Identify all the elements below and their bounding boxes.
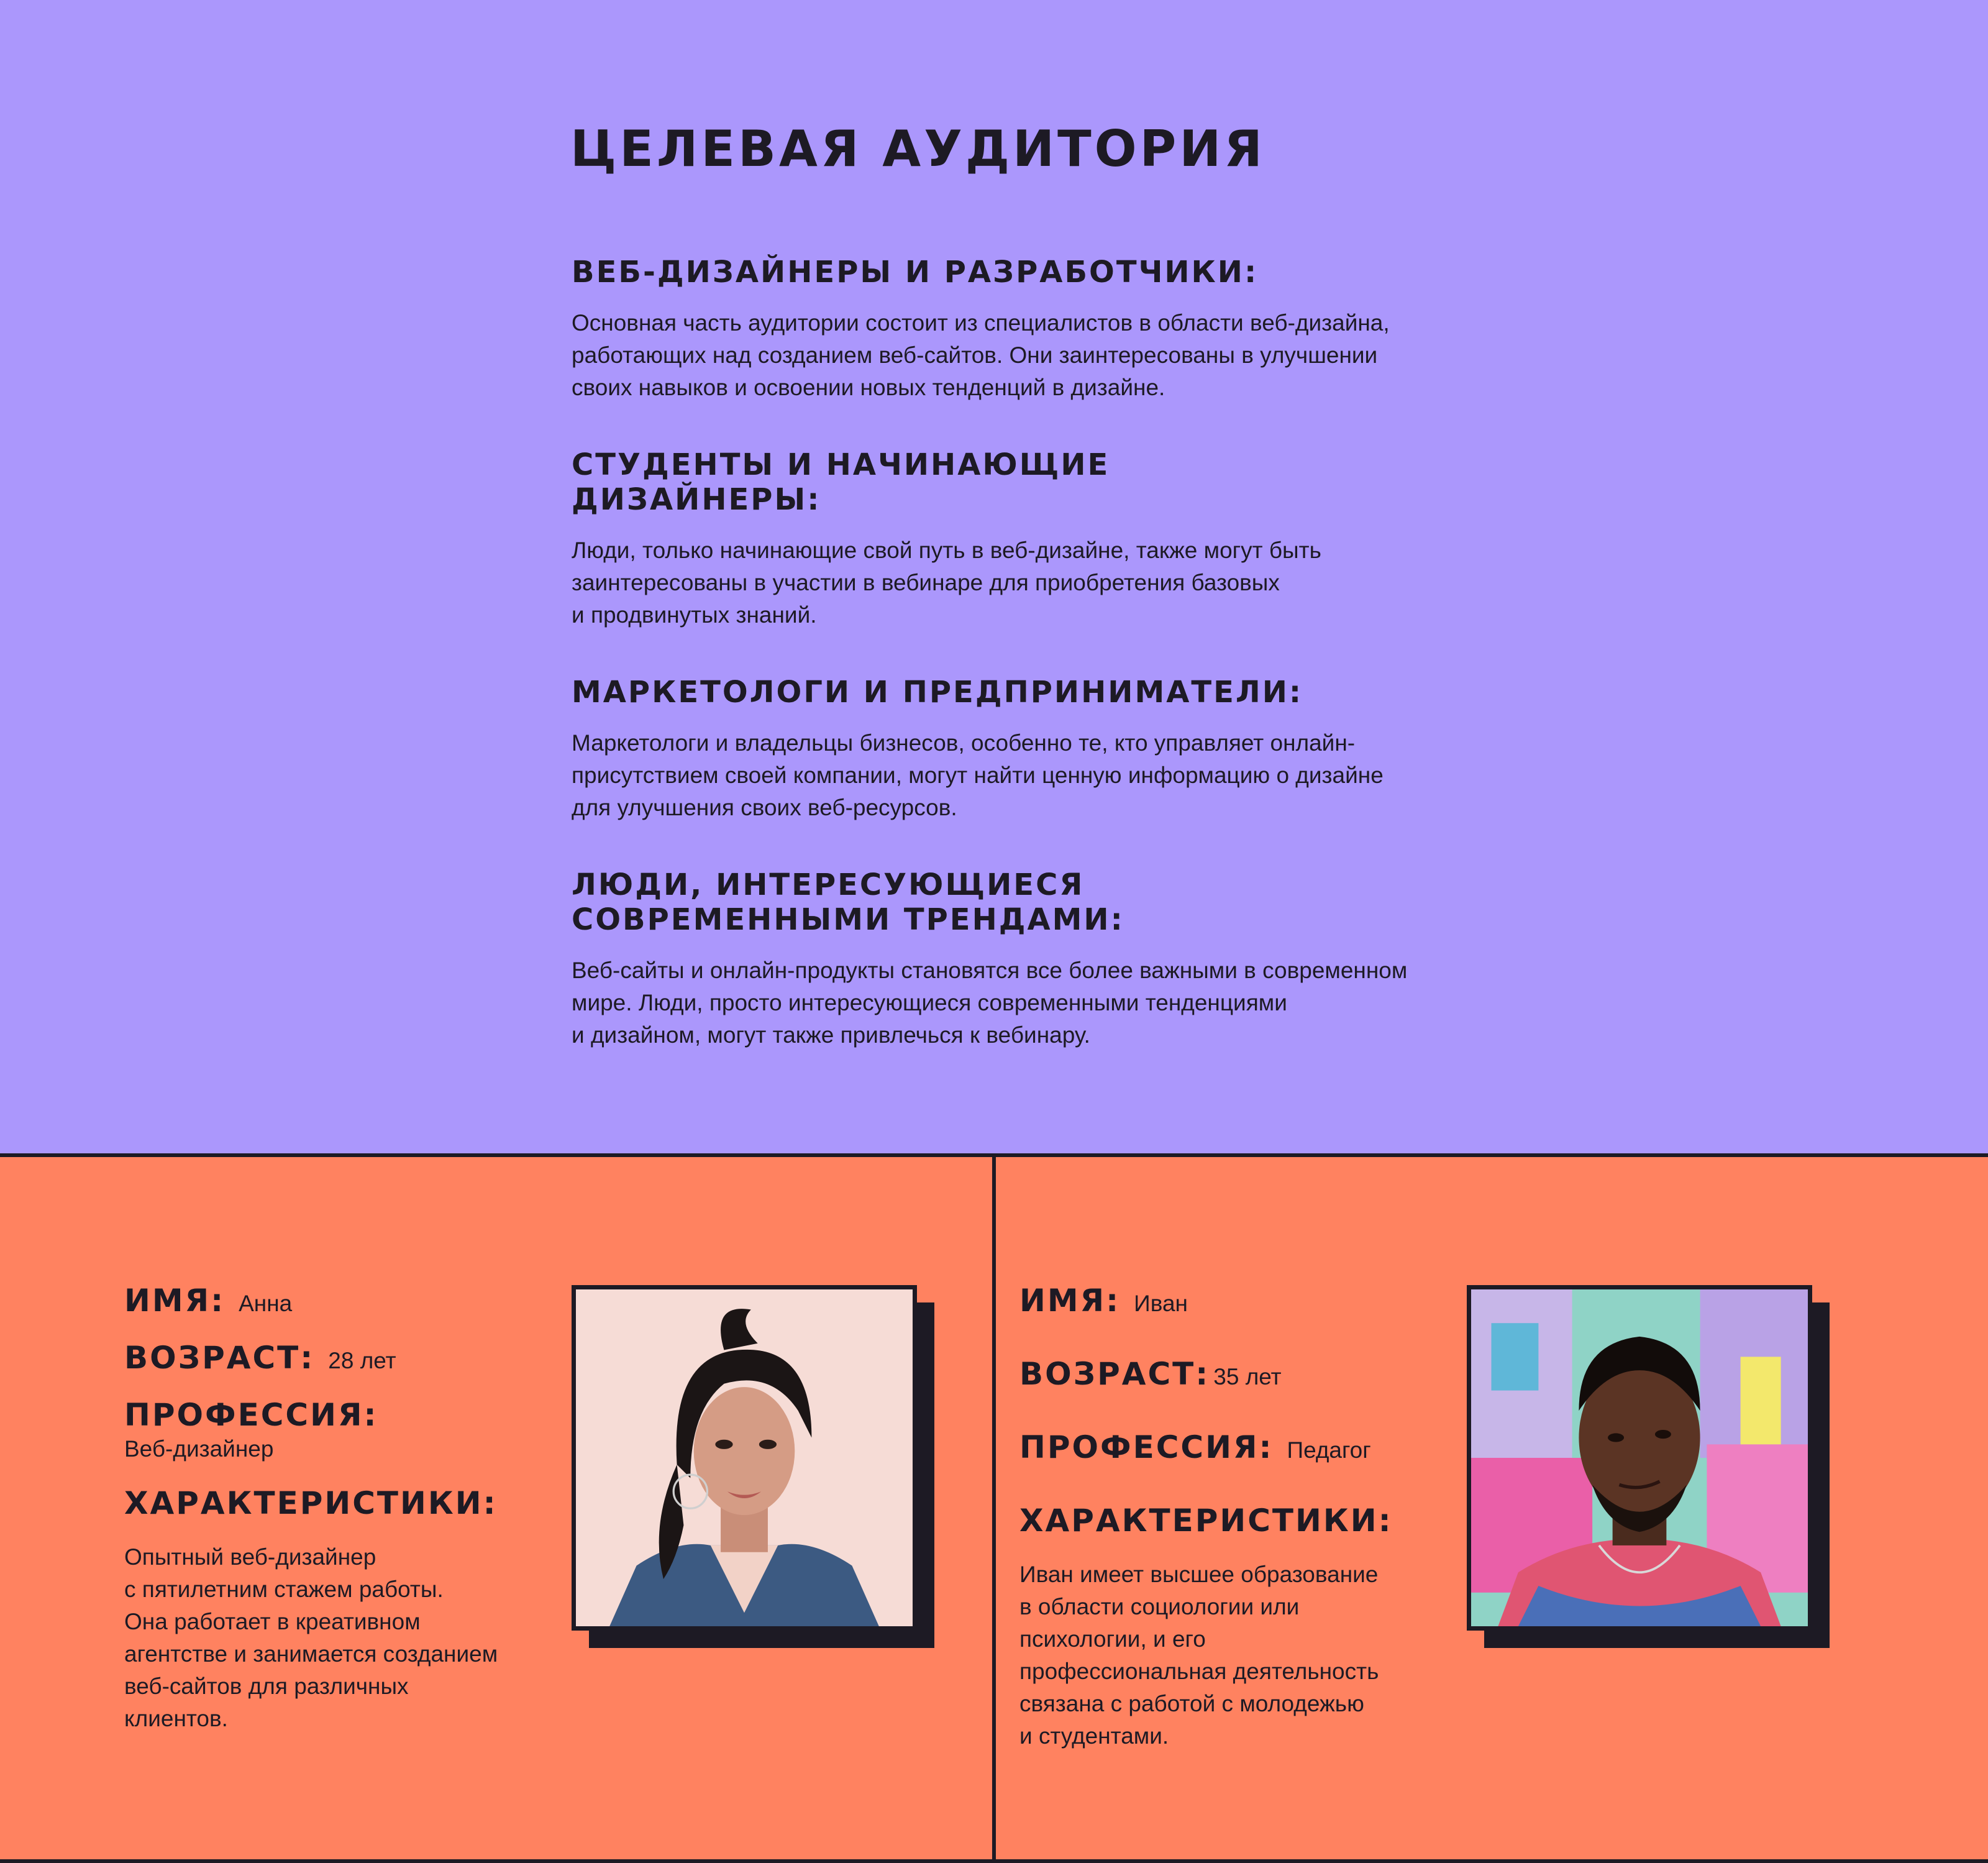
audience-group-description: Основная часть аудитории состоит из специалистов в области веб-дизайна, работающих над созданием веб-сайтов. Они заинтересованы в улучшении своих навыков и освоении новых тенденций в дизайне. xyxy=(572,310,1390,400)
characteristics-text: Иван имеет высшее образование в области социологии или психологии, и его профессиональная деятельность связана с работой с молодежью и студентами. xyxy=(1019,1562,1379,1749)
audience-group-description: Маркетологи и владельцы бизнесов, особенно те, кто управляет онлайн- присутствием своей компании, могут найти ценную информацию о дизайне для улучшения своих веб-ресурсов. xyxy=(572,730,1384,820)
audience-group xyxy=(572,675,1429,824)
persona-card-anna xyxy=(0,1157,992,1859)
profession-label: ПРОФЕССИЯ: xyxy=(1019,1429,1274,1465)
profession-value: Веб-дизайнер xyxy=(124,1436,274,1462)
profession-value: Педагог xyxy=(1287,1437,1371,1463)
characteristics-label: ХАРАКТЕРИСТИКИ: xyxy=(1019,1503,1393,1539)
characteristics-text: Опытный веб-дизайнер с пятилетним стажем работы. Она работает в креативном агентстве и занимается созданием веб-сайтов для различных клиентов. xyxy=(124,1544,498,1731)
audience-group xyxy=(572,867,1429,1051)
name-value: Анна xyxy=(239,1291,293,1316)
audience-group-heading: ЛЮДИ, ИНТЕРЕСУЮЩИЕСЯ СОВРЕМЕННЫМИ ТРЕНДАМИ: xyxy=(572,867,1124,937)
woman-portrait-image xyxy=(576,1289,913,1626)
profession-label: ПРОФЕССИЯ: xyxy=(124,1397,378,1433)
persona-card-ivan xyxy=(996,1157,1988,1859)
section-title: ЦЕЛЕВАЯ АУДИТОРИЯ xyxy=(570,120,1265,178)
persona-info xyxy=(124,1281,559,1735)
audience-group-heading: МАРКЕТОЛОГИ И ПРЕДПРИНИМАТЕЛИ: xyxy=(572,675,1303,710)
audience-group xyxy=(572,255,1429,404)
name-label: ИМЯ: xyxy=(1019,1283,1121,1319)
persona-photo xyxy=(572,1285,917,1631)
persona-age-row xyxy=(124,1339,559,1377)
age-label: ВОЗРАСТ: xyxy=(1019,1356,1210,1392)
characteristics-label: ХАРАКТЕРИСТИКИ: xyxy=(124,1485,498,1521)
personas-section xyxy=(0,1153,1988,1863)
persona-profession-row xyxy=(124,1396,559,1465)
persona-photo xyxy=(1467,1285,1812,1631)
audience-group-description: Люди, только начинающие свой путь в веб-дизайне, также могут быть заинтересованы в участии в вебинаре для приобретения базовых и продвинутых знаний. xyxy=(572,538,1321,628)
persona-name-row xyxy=(1019,1281,1454,1320)
persona-profession-row xyxy=(1019,1428,1454,1467)
persona-name-row xyxy=(124,1281,559,1320)
age-label: ВОЗРАСТ: xyxy=(124,1340,315,1376)
persona-age-row xyxy=(1019,1355,1454,1393)
persona-photo-frame xyxy=(572,1285,917,1631)
audience-group-heading: СТУДЕНТЫ И НАЧИНАЮЩИЕ ДИЗАЙНЕРЫ: xyxy=(572,447,1110,517)
audience-group-list xyxy=(572,255,1429,1095)
persona-info xyxy=(1019,1281,1454,1752)
age-value: 28 лет xyxy=(328,1348,396,1373)
name-label: ИМЯ: xyxy=(124,1283,226,1319)
audience-group-description: Веб-сайты и онлайн-продукты становятся все более важными в современном мире. Люди, просто интересующиеся современными тенденциями и дизайном, могут также привлечься к вебинару. xyxy=(572,958,1408,1048)
persona-photo-frame xyxy=(1467,1285,1812,1631)
man-portrait-image xyxy=(1471,1289,1808,1626)
audience-group-heading: ВЕБ-ДИЗАЙНЕРЫ И РАЗРАБОТЧИКИ: xyxy=(572,255,1259,290)
age-value: 35 лет xyxy=(1213,1364,1282,1389)
name-value: Иван xyxy=(1134,1291,1188,1316)
audience-group xyxy=(572,447,1429,631)
